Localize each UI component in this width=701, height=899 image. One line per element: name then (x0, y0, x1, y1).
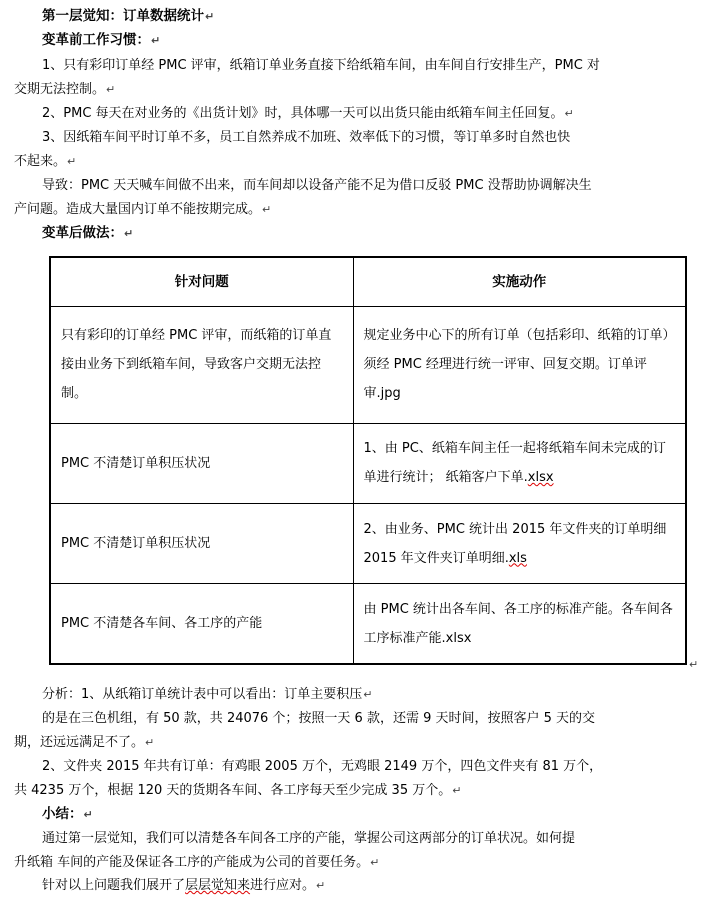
before-item-2: 2、PMC 每天在对业务的《出货计划》时，具体哪一天可以出货只能由纸箱车间主任回复。↵ (42, 106, 574, 121)
table-row (50, 307, 686, 423)
before-item-1-cont: 交期无法控制。↵ (14, 82, 116, 97)
analysis-1: 分析：1、从纸箱订单统计表中可以看出：订单主要积压↵ (42, 687, 373, 702)
header-problem: 针对问题 (50, 257, 353, 307)
measures-table (49, 256, 687, 665)
analysis-1-cont: 的是在三色机组，有 50 款，共 24076 个；按照一天 6 款，还需 9 天时间，按照客户 5 天的交 (42, 711, 596, 726)
header-action: 实施动作 (353, 257, 686, 307)
action-cell: 由 PMC 统计出各车间、各工序的标准产能。各车间各工序标准产能.xlsx (353, 584, 686, 664)
before-title: 变革前工作习惯：↵ (42, 32, 161, 48)
document-page: 第一层觉知：订单数据统计↵ 变革前工作习惯：↵ 1、只有彩印订单经 PMC 评审，纸箱订单业务直接下给纸箱车间，由车间自行安排生产，PMC 对 交期无法控制。↵ 2、PMC 每天在对业务的《出货计划》时，具体哪一天可以出货只能由纸箱车间主任回复。↵ 3、因纸箱车间平时订单不多，员工自然养成不加班、效率低下的习惯，等订单多时自然也快 不起来。↵ 导致：PMC 天天喊车间做不出来，而车间却以设备产能不足为借口反驳 PMC 没帮助协调解决生 产问题。造成大量国内订单不能按期完成。↵ 变革后做法：↵ 针对问题 实施动作 只有彩印的订单经 PMC 评审，而纸箱的订单直接由业务下到纸箱车间，导致客户交期无法控制。 规定业务中心下的所有订单（包括彩印、纸箱的订单）须经 PMC 经理进行统一评审、回复交期。订单评审.jpg PMC 不清楚订单积压状况 1、由 PC、纸箱车间主任一起将纸箱车间未完成的订单进行统计； 纸箱客户下单.xlsx PMC 不清楚订单积压状况 2、由业务、PMC 统计出 2015 年文件夹的订单明细 2015 年文件夹订单明细.xls PMC 不清楚各车间、各工序的产能 由 PMC 统计出各车间、各工序的标准产能。各车间各工序标准产能.xlsx ↵ 分析：1、从纸箱订单统计表中可以看出：订单主要积压↵ 的是在三色机组，有 50 款，共 24076 个；按照一天 6 款，还需 9 天时间，按照客户 5 天的交 期，还远远满足不了。↵ 2、文件夹 2015 年共有订单：有鸡眼 2005 万个，无鸡眼 2149 万个，四色文件夹有 81 万个， 共 4235 万个，根据 120 天的货期各车间、各工序每天至少完成 35 万个。↵ 小结：↵ 通过第一层觉知，我们可以清楚各车间各工序的产能，掌握公司这两部分的订单状况。如何提 升纸箱 车间的产能及保证各工序的产能成为公司的首要任务。↵ 针对以上问题我们展开了层层觉知来进行应对。↵ (14, 8, 699, 893)
analysis-1-end: 期，还远远满足不了。↵ (14, 735, 155, 750)
attachment-ext: xlsx (527, 470, 554, 486)
after-title: 变革后做法：↵ (42, 225, 134, 241)
before-item-3-cont: 不起来。↵ (14, 154, 77, 169)
summary-paragraph-cont: 升纸箱 车间的产能及保证各工序的产能成为公司的首要任务。↵ (14, 855, 380, 870)
before-item-3: 3、因纸箱车间平时订单不多，员工自然养成不加班、效率低下的习惯，等订单多时自然也快 (42, 130, 571, 145)
problem-cell: PMC 不清楚订单积压状况 (50, 503, 353, 583)
result-paragraph-cont: 产问题。造成大量国内订单不能按期完成。↵ (14, 202, 272, 217)
table-row (50, 584, 686, 664)
before-item-1: 1、只有彩印订单经 PMC 评审，纸箱订单业务直接下给纸箱车间，由车间自行安排生产，PMC 对 (42, 58, 600, 73)
action-cell: 2、由业务、PMC 统计出 2015 年文件夹的订单明细 2015 年文件夹订单明细.xls (353, 503, 686, 583)
action-cell: 1、由 PC、纸箱车间主任一起将纸箱车间未完成的订单进行统计； 纸箱客户下单.xlsx (353, 423, 686, 503)
spellcheck-underline: 层层觉知来 (185, 878, 251, 893)
result-paragraph: 导致：PMC 天天喊车间做不出来，而车间却以设备产能不足为借口反驳 PMC 没帮助协调解决生 (42, 178, 592, 193)
problem-cell: PMC 不清楚订单积压状况 (50, 423, 353, 503)
attachment-ext: xls (508, 550, 527, 566)
analysis-2-cont: 共 4235 万个，根据 120 天的货期各车间、各工序每天至少完成 35 万个。↵ (14, 783, 462, 798)
section-heading: 第一层觉知：订单数据统计↵ (42, 8, 215, 24)
table-row (50, 503, 686, 583)
problem-cell: 只有彩印的订单经 PMC 评审，而纸箱的订单直接由业务下到纸箱车间，导致客户交期无法控制。 (50, 307, 353, 423)
analysis-2: 2、文件夹 2015 年共有订单：有鸡眼 2005 万个，无鸡眼 2149 万个，四色文件夹有 81 万个， (42, 759, 603, 774)
final-paragraph: 针对以上问题我们展开了层层觉知来进行应对。↵ (42, 878, 326, 893)
problem-cell: PMC 不清楚各车间、各工序的产能 (50, 584, 353, 664)
summary-title: 小结：↵ (42, 806, 93, 822)
action-cell: 规定业务中心下的所有订单（包括彩印、纸箱的订单）须经 PMC 经理进行统一评审、回复交期。订单评审.jpg (353, 307, 686, 423)
table-row (50, 423, 686, 503)
summary-paragraph: 通过第一层觉知，我们可以清楚各车间各工序的产能，掌握公司这两部分的订单状况。如何提 (42, 831, 576, 846)
